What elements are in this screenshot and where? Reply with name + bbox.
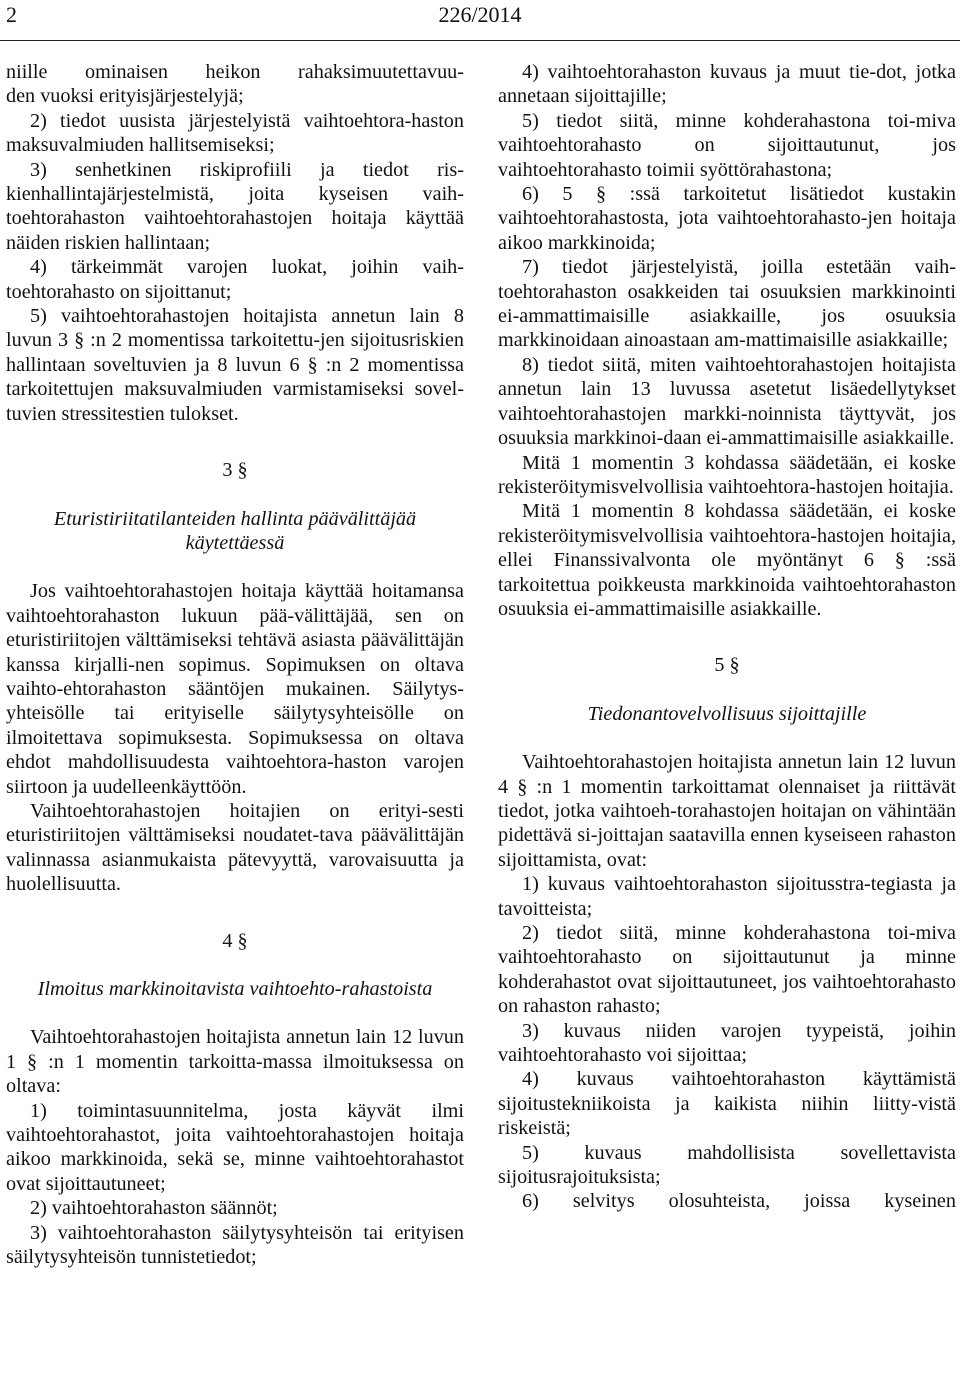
list-item: 4) tärkeimmät varojen luokat, joihin vaih-toehtorahasto on sijoittanut; xyxy=(6,256,464,303)
intro-line: den vuoksi erityisjärjestelyjä; xyxy=(6,85,244,108)
list-item: 2) vaihtoehtorahaston säännöt; xyxy=(30,1197,278,1220)
list-item: 2) tiedot siitä, minne kohderahastona toi-miva vaihtoehtorahasto on sijoittautunut ja minne kohderahastot ovat sijoittautuneet, jos vaihtoehtorahasto on rahaston rahasto; xyxy=(498,922,956,1018)
list-item: 4) kuvaus vaihtoehtorahaston käyttämistä sijoitustekniikoista ja kaikista niihin liitty-vistä riskeistä; xyxy=(498,1068,956,1140)
document-id: 226/2014 xyxy=(438,2,522,27)
list-item: 5) tiedot siitä, minne kohderahastona toi-miva vaihtoehtorahasto on sijoittautunut, jos vaihtoehtorahasto toimii syöttörahastona; xyxy=(498,109,956,181)
paragraph: Vaihtoehtorahastojen hoitajista annetun lain 12 luvun 1 § :n 1 momentin tarkoitta-massa ilmoituksessa on oltava: xyxy=(6,1026,464,1098)
list-item: 7) tiedot järjestelyistä, joilla estetään vaih-toehtorahaston osakkeiden tai osuuksien markkinointi ei-ammattimaisille asiakkaille, jos osuuksia markkinoidaan ainoastaan am-mattimaisille asiakkaille; xyxy=(498,256,956,352)
list-item: 5) kuvaus mahdollisista sovellettavista sijoitusrajoituksista; xyxy=(498,1141,956,1189)
list-item: 3) kuvaus niiden varojen tyypeistä, joihin vaihtoehtorahasto voi sijoittaa; xyxy=(498,1019,956,1067)
page-header xyxy=(0,0,960,41)
section-number: 4 § xyxy=(222,929,248,952)
right-column xyxy=(498,60,956,1214)
list-item: 1) toimintasuunnitelma, josta käyvät ilmi vaihtoehtorahastot, joita vaihtoehtorahastojen hoitaja aikoo markkinoida, sekä se, minne vaihtoehtorahastot ovat sijoittautuneet; xyxy=(6,1099,464,1195)
list-item: 6) selvitys olosuhteista, joissa kyseinen xyxy=(522,1190,956,1213)
paragraph: Mitä 1 momentin 3 kohdassa säädetään, ei koske rekisteröitymisvelvollisia vaihtoehtora-hastojen hoitajia. xyxy=(498,451,956,498)
paragraph: Jos vaihtoehtorahastojen hoitaja käyttää hoitamansa vaihtoehtorahaston lukuun pää-välittäjää, sen on eturistiriitojen välttämiseksi tehtävä asiasta päävälittäjän kanssa kirjalli-nen sopimus. Sopimuksen on oltava vaihto-ehtorahaston sääntöjen mukainen. Säilytys-yhteisölle tai erityiselle säilytysyhteisölle on ilmoitettava sopimuksesta. Sopimuksessa on oltava ehdot mahdollisuudesta vaihtoehtora-haston varojen siirtoon ja uudelleenkäyttöön. xyxy=(6,580,464,798)
list-item: 8) tiedot siitä, miten vaihtoehtorahastojen hoitajista annetun lain 13 luvussa asetetut lisäedellytykset vaihtoehtorahastojen markki-noinnista täyttyvät, jos osuuksia markkinoi-daan ei-ammattimaisille asiakkaille. xyxy=(498,353,956,450)
list-item: 4) vaihtoehtorahaston kuvaus ja muut tie-dot, jotka annetaan sijoittajille; xyxy=(498,61,956,108)
list-item: 5) vaihtoehtorahastojen hoitajista annetun lain 8 luvun 3 § :n 2 momentissa tarkoitettu-jen sijoitusriskien hallintaan soveltuvien ja 8 luvun 6 § :n 2 momentissa tarkoitettujen maksuvalmiuden varmistamiseksi sovel-tuvien stressitestien tulokset. xyxy=(6,305,464,425)
section-number: 3 § xyxy=(222,459,248,482)
list-item: 6) 5 § :ssä tarkoitetut lisätiedot kustakin vaihtoehtorahastosta, jota vaihtoehtorahasto-jen hoitaja aikoo markkinoida; xyxy=(498,183,956,254)
list-item: 2) tiedot uusista järjestelyistä vaihtoehtora-haston maksuvalmiuden hallitsemiseksi; xyxy=(6,109,464,157)
section-title: Tiedonantovelvollisuus sijoittajille xyxy=(587,702,867,725)
list-item: 1) kuvaus vaihtoehtorahaston sijoitusstra-tegiasta ja tavoitteista; xyxy=(498,873,956,920)
paragraph: Vaihtoehtorahastojen hoitajien on erityi-sesti eturistiriitojen välttämiseksi noudatet-tava päävälittäjän valinnassa asianmukaista pätevyyttä, varovaisuutta ja huolellisuutta. xyxy=(6,799,464,896)
section-title: Eturistiriitatilanteiden hallinta päävälittäjää käytettäessä xyxy=(53,507,417,554)
left-column xyxy=(6,60,464,1269)
section-title: Ilmoitus markkinoitavista vaihtoehto-rahastoista xyxy=(37,978,433,1000)
section-number: 5 § xyxy=(714,654,740,677)
list-item: 3) vaihtoehtorahaston säilytysyhteisön tai erityisen säilytysyhteisön tunnistetiedot; xyxy=(6,1221,464,1269)
paragraph: Vaihtoehtorahastojen hoitajista annetun lain 12 luvun 4 § :n 1 momentin tarkoittamat olennaiset ja riittävät tiedot, jotka vaihtoeh-torahastojen hoitajan on vähintään pidettävä si-joittajan saatavilla ennen kyseiseen rahaston sijoittamista, ovat: xyxy=(498,751,956,871)
list-item: 3) senhetkinen riskiprofiili ja tiedot ris-kienhallintajärjestelmistä, joita kyseisen vaih-toehtorahaston vaihtoehtorahastojen hoitaja käyttää näiden riskien hallintaan; xyxy=(6,158,464,254)
intro-line: niille ominaisen heikon rahaksimuutettavuu- xyxy=(6,61,464,83)
paragraph: Mitä 1 momentin 8 kohdassa säädetään, ei koske rekisteröitymisvelvollisia vaihtoehtora-hastojen hoitajia, ellei Finanssivalvonta ole myöntänyt 6 § :ssä tarkoitettua poikkeusta markkinoida vaihtoehtorahaston osuuksia ei-ammattimaisille asiakkaille. xyxy=(498,500,956,620)
page-number: 2 xyxy=(6,2,17,27)
